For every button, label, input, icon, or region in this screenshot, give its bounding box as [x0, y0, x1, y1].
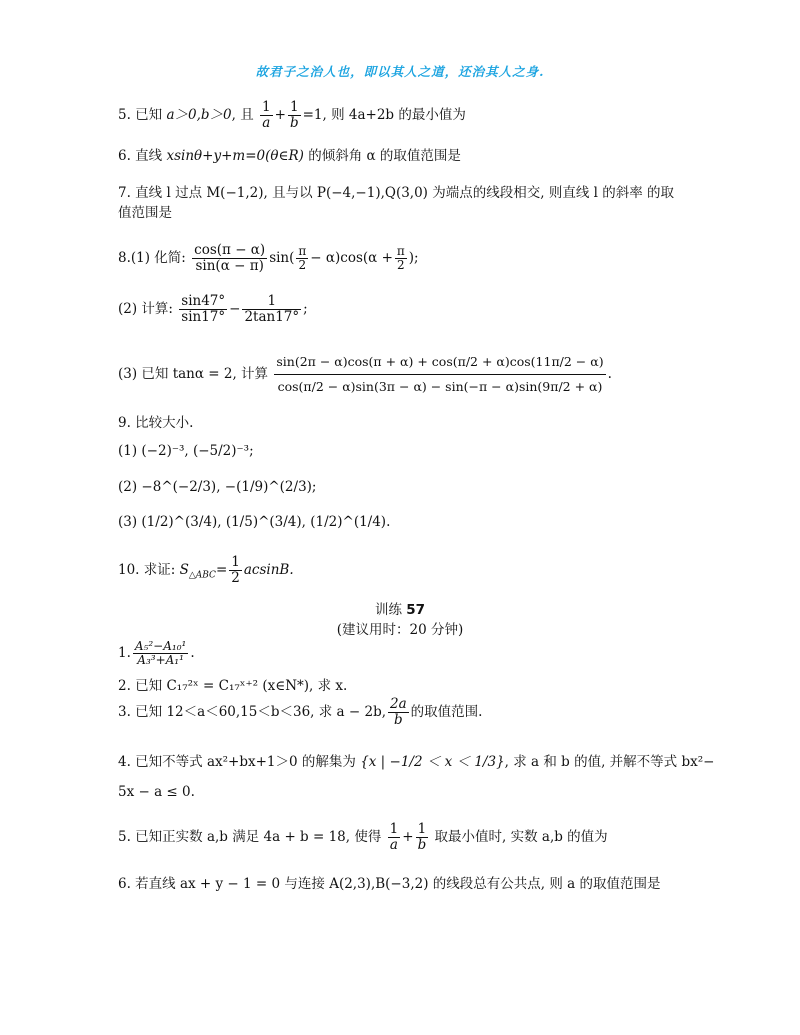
question-8-2: (2) 计算: $\frac{\sin 47^\circ}{\sin 17^\circ}$ − $\frac{1}{2\tan 17^\circ}$ ; — [118, 293, 308, 325]
fraction: $\frac{1}{b}$ — [289, 99, 299, 131]
question-7-line1: 7. 直线 l 过点 M(−1,2), 且与以 P(−4,−1),Q(3,0) 为端点的线段相交, 则直线 l 的斜率 的取 — [118, 185, 675, 201]
question-9-2: (2) −8^(−2/3), −(1/9)^(2/3); — [118, 479, 317, 495]
section-title: 训练 57 — [374, 602, 426, 618]
question-6: 6. 直线 xsinθ+y+m=0(θ∈R) 的倾斜角 α 的取值范围是 — [118, 148, 461, 164]
question-7-line2: 值范围是 — [118, 205, 172, 221]
question-9-title: 9. 比较大小. — [118, 415, 194, 431]
p2-question-4-line2: 5x − a ≤ 0. — [118, 784, 195, 800]
header-motto: 故君子之治人也，即以其人之道，还治其人之身. — [255, 64, 545, 79]
question-8-1: 8.(1) 化简: $\frac{\cos(\pi - \alpha)}{\sin(\alpha - \pi)}$ sin( $\frac{\pi}{2}$ − α)cos(α + $\frac{\pi}{2}$ ); — [118, 242, 419, 274]
fraction: $\frac{1}{a}$ — [262, 99, 271, 131]
question-9-1: (1) (−2)⁻³, (−5/2)⁻³; — [118, 443, 254, 459]
p2-question-1: 1. $\frac{\text{A₅²−A₁₀¹}}{\text{A₃³+A₁¹}}$ . — [118, 639, 195, 667]
p2-question-4-line1: 4. 已知不等式 ax²+bx+1＞0 的解集为 {x | −1/2 ＜ x ＜ 1/3}, 求 a 和 b 的值, 并解不等式 bx²− — [118, 754, 715, 770]
question-9-3: (3) (1/2)^(3/4), (1/5)^(3/4), (1/2)^(1/4). — [118, 514, 391, 530]
section-subtitle: (建议用时：20 分钟) — [336, 622, 464, 638]
question-10: 10. 求证: $S_{\triangle ABC}=$ $\frac{1}{2}$ acsinB. — [118, 554, 294, 586]
p2-question-6: 6. 若直线 ax + y − 1 = 0 与连接 A(2,3),B(−3,2) 的线段总有公共点, 则 a 的取值范围是 — [118, 876, 661, 892]
p2-question-5: 5. 已知正实数 a,b 满足 4a + b = 18, 使得 $\frac{1}{a}$ + $\frac{1}{b}$ 取最小值时, 实数 a,b 的值为 — [118, 821, 608, 853]
p2-question-3: 3. 已知 12＜a＜60,15＜b＜36, 求 a − 2b, $\frac{2a}{b}$ 的取值范围. — [118, 696, 483, 728]
p2-question-2: 2. 已知 C₁₇²ˣ = C₁₇ˣ⁺² (x∈N*), 求 x. — [118, 678, 348, 694]
question-8-3: (3) 已知 tanα = 2, 计算 $\frac{\sin(2\pi - \alpha)\cos(\pi + \alpha) + \cos(\pi/2 + \alpha)\cos(11\pi/2 - \alpha)}{\cos(\pi/2 - \alpha)\sin(3\pi - \alpha) - \sin(-\pi - \alpha)\sin(9\pi/2 + \alpha)}$ . — [118, 350, 612, 399]
fraction: $\frac{\cos(\pi - \alpha)}{\sin(\alpha - \pi)}$ — [194, 242, 266, 274]
question-5: 5. 已知 a＞0,b＞0, 且 $\frac{1}{a}$ + $\frac{1}{b}$ =1, 则 4a+2b 的最小值为 — [118, 99, 466, 131]
